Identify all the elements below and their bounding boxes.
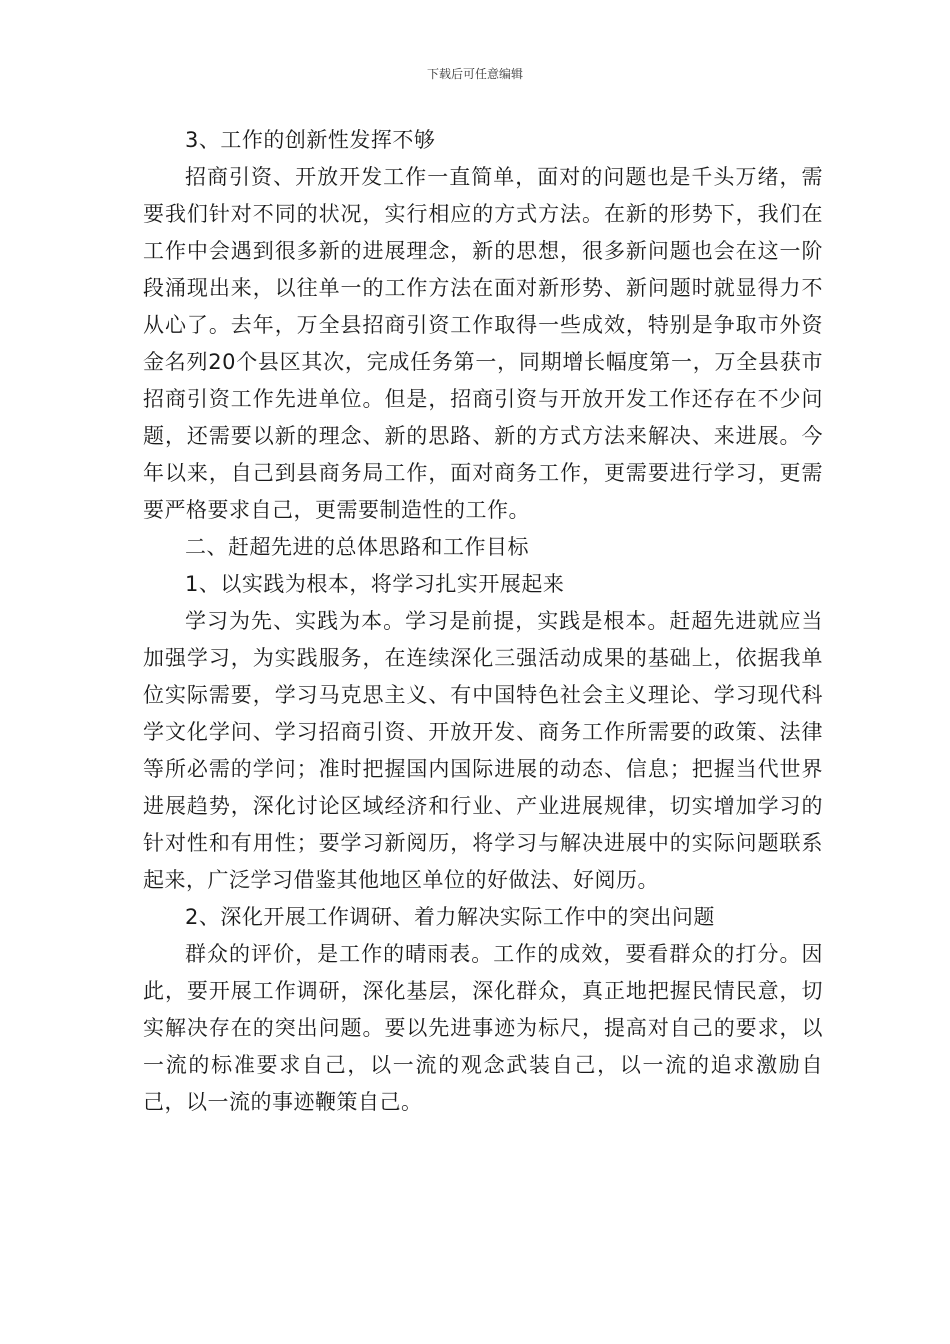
subheading-research: 2、深化开展工作调研、着力解决实际工作中的突出问题 xyxy=(185,905,715,929)
section-heading-overall-approach: 二、赶超先进的总体思路和工作目标 xyxy=(185,535,529,559)
subheading-innovation: 3、工作的创新性发挥不够 xyxy=(185,128,436,152)
document-body xyxy=(143,122,823,1121)
page-header: 下载后可任意编辑 xyxy=(426,67,523,81)
paragraph-public-evaluation: 群众的评价，是工作的晴雨表。工作的成效，要看群众的打分。因此，要开展工作调研，深化基层，深化群众，真正地把握民情民意，切实解决存在的突出问题。要以先进事迹为标尺，提高对自己的要求，以一流的标准要求自己，以一流的观念武装自己，以一流的追求激励自己，以一流的事迹鞭策自己。 xyxy=(143,942,823,1114)
paragraph-learning: 学习为先、实践为本。学习是前提，实践是根本。赶超先进就应当加强学习，为实践服务，在连续深化三强活动成果的基础上，依据我单位实际需要，学习马克思主义、有中国特色社会主义理论、学习现代科学文化学问、学习招商引资、开放开发、商务工作所需要的政策、法律等所必需的学问；准时把握国内国际进展的动态、信息；把握当代世界进展趋势，深化讨论区域经济和行业、产业进展规律，切实增加学习的针对性和有用性；要学习新阅历，将学习与解决进展中的实际问题联系起来，广泛学习借鉴其他地区单位的好做法、好阅历。 xyxy=(143,609,823,892)
paragraph-investment-attraction: 招商引资、开放开发工作一直简单，面对的问题也是千头万绪，需要我们针对不同的状况，实行相应的方式方法。在新的形势下，我们在工作中会遇到很多新的进展理念，新的思想，很多新问题也会在这一阶段涌现出来，以往单一的工作方法在面对新形势、新问题时就显得力不从心了。去年，万全县招商引资工作取得一些成效，特别是争取市外资金名列20个县区其次，完成任务第一，同期增长幅度第一，万全县获市招商引资工作先进单位。但是，招商引资与开放开发工作还存在不少问题，还需要以新的理念、新的思路、新的方式方法来解决、来进展。今年以来，自己到县商务局工作，面对商务工作，更需要进行学习，更需要严格要求自己，更需要制造性的工作。 xyxy=(143,165,823,522)
subheading-practice-learning: 1、以实践为根本，将学习扎实开展起来 xyxy=(185,572,565,596)
